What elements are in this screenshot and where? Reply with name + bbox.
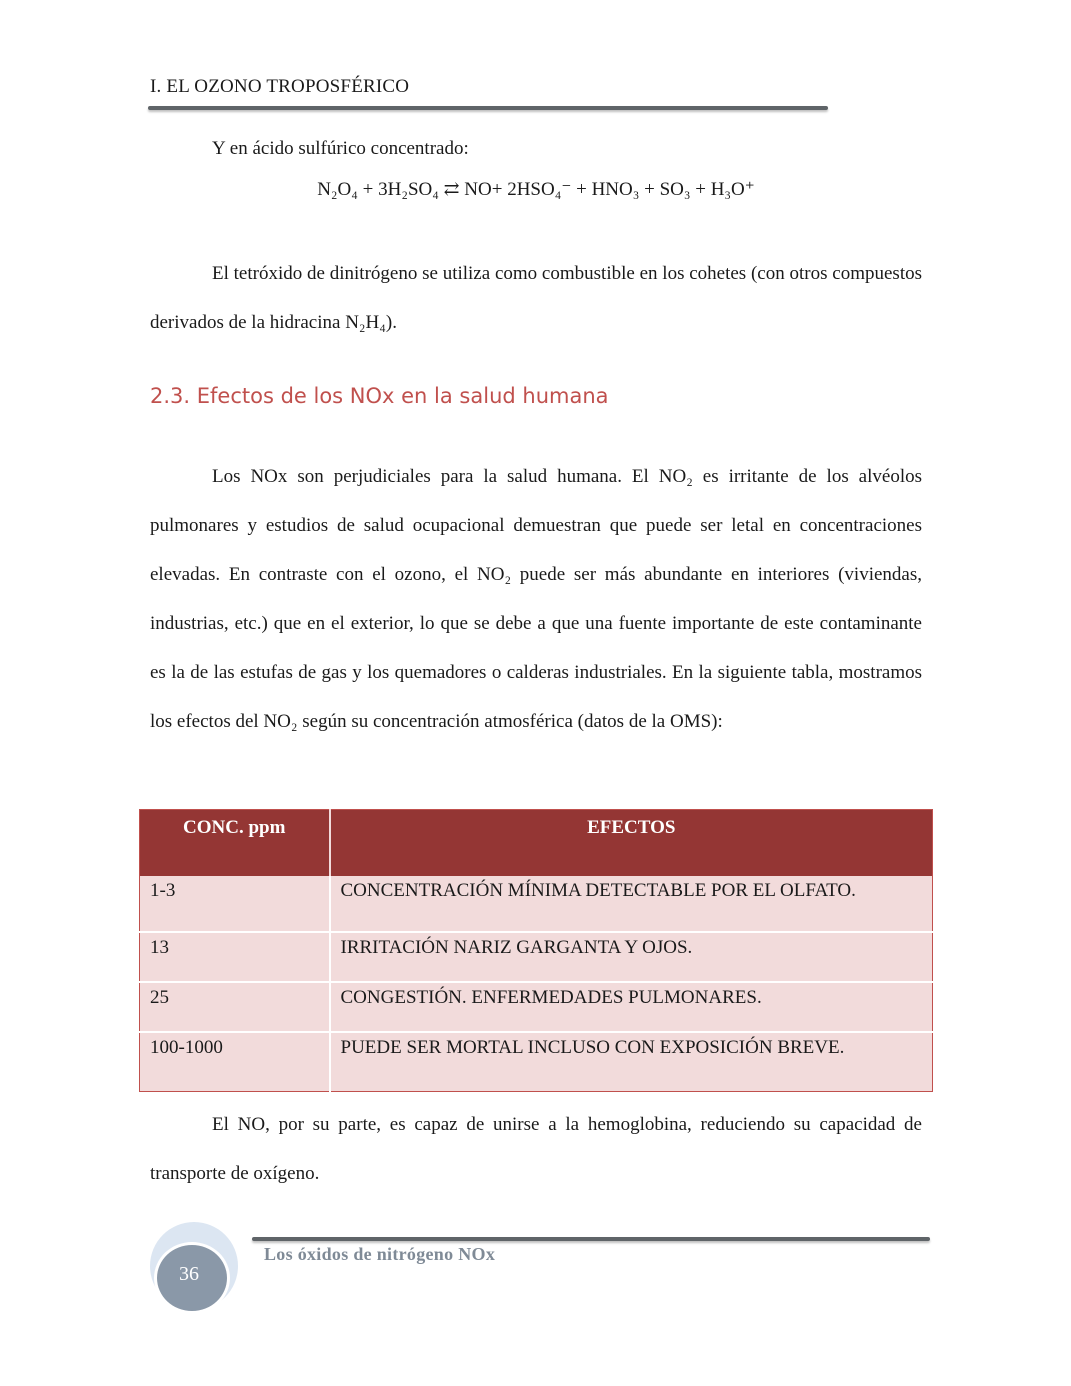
header-effects: EFECTOS [330,810,933,877]
effects-table [139,809,933,1092]
running-header: I. EL OZONO TROPOSFÉRICO [150,76,410,97]
page-number: 36 [179,1263,199,1285]
chemical-equation: N₂O₄ + 3H₂SO₄ ⇄ NO+ 2HSO₄⁻ + HNO₃ + SO₃ + H₃O⁺ [317,179,755,200]
table-row [140,876,933,932]
header-rule [148,106,828,110]
section-title: 2.3. Efectos de los NOx en la salud humana [150,384,609,408]
cell-concentration: 25 [140,982,330,1032]
footer-title: Los óxidos de nitrógeno NOx [264,1244,496,1264]
footer-rule [252,1237,930,1241]
header-concentration: CONC. ppm [140,810,330,877]
cell-effect: PUEDE SER MORTAL INCLUSO CON EXPOSICIÓN BREVE. [330,1032,933,1092]
cell-effect: IRRITACIÓN NARIZ GARGANTA Y OJOS. [330,932,933,982]
cell-concentration: 1-3 [140,876,330,932]
cell-effect: CONCENTRACIÓN MÍNIMA DETECTABLE POR EL OLFATO. [330,876,933,932]
paragraph-no-hemoglobin: El NO, por su parte, es capaz de unirse a la hemoglobina, reduciendo su capacidad de transporte de oxígeno. [150,1114,922,1184]
paragraph-fuel: El tetróxido de dinitrógeno se utiliza como combustible en los cohetes (con otros compuestos derivados de la hidracina N₂H₄). [150,263,922,333]
table-row [140,932,933,982]
table-header-row [140,810,933,877]
cell-effect: CONGESTIÓN. ENFERMEDADES PULMONARES. [330,982,933,1032]
cell-concentration: 100-1000 [140,1032,330,1092]
table-row [140,982,933,1032]
cell-concentration: 13 [140,932,330,982]
table-row [140,1032,933,1092]
paragraph-intro: Y en ácido sulfúrico concentrado: [212,138,469,159]
paragraph-health-effects: Los NOx son perjudiciales para la salud humana. El NO₂ es irritante de los alvéolos pulmonares y estudios de salud ocupacional demuestran que puede ser letal en concentraciones elevadas. En contraste con el ozono, el NO₂ puede ser más abundante en interiores (viviendas, industrias, etc.) que en el exterior, lo que se debe a que una fuente importante de este contaminante es la de las estufas de gas y los quemadores o calderas industriales. En la siguiente tabla, mostramos los efectos del NO₂ según su concentración atmosférica (datos de la OMS): [150,466,922,732]
